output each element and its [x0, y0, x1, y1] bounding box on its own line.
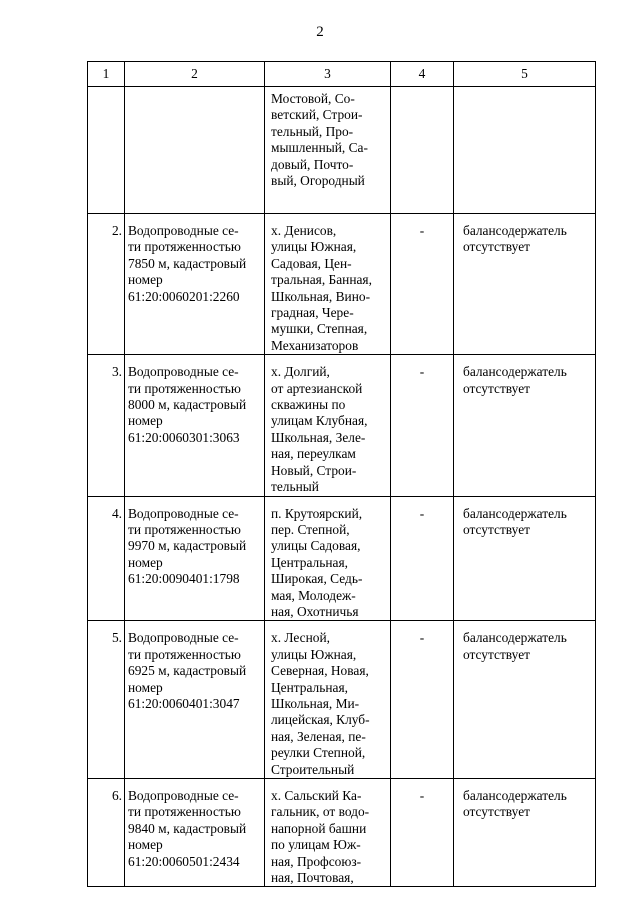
text-line: мая, Молодеж-: [271, 587, 356, 603]
column4-cell: [391, 87, 454, 214]
text-line: улицы Южная,: [271, 239, 357, 255]
text-line: Северная, Новая,: [271, 663, 369, 679]
page-number: 2: [316, 24, 324, 40]
column4-cell: -: [391, 621, 454, 779]
column-number: 1: [88, 62, 125, 87]
text-line: отсутствует: [463, 380, 530, 396]
text-line: ти протяженностью: [128, 521, 241, 537]
text-line: отсутствует: [463, 804, 530, 820]
text-line: тральная, Банная,: [271, 272, 372, 288]
text-line: ная, переулкам: [271, 446, 356, 462]
text-line: мышленный, Са-: [271, 140, 368, 156]
text-line: Центральная,: [271, 679, 348, 695]
text-line: ная, Почтовая,: [271, 870, 354, 886]
balance-holder-cell: [454, 621, 596, 779]
text-line: х. Долгий,: [271, 364, 330, 380]
text-line: х. Сальский Ка-: [271, 788, 362, 803]
text-line: ветский, Строи-: [271, 107, 363, 123]
text-line: Садовая, Цен-: [271, 255, 352, 271]
text-line: ти протяженностью: [128, 804, 241, 820]
balance-holder-cell: [454, 214, 596, 355]
text-line: 6925 м, кадастровый: [128, 663, 247, 679]
location-cell: [265, 355, 391, 496]
text-line: номер: [128, 413, 163, 429]
text-line: номер: [128, 837, 163, 853]
table-row: [88, 355, 596, 496]
text-line: Мостовой, Со-: [271, 91, 355, 106]
column4-cell: -: [391, 214, 454, 355]
continuation-row: [88, 87, 596, 214]
balance-holder-cell: [454, 496, 596, 621]
text-line: улицам Клубная,: [271, 413, 368, 429]
text-line: 7850 м, кадастровый: [128, 255, 247, 271]
row-number-cell: 6.: [88, 779, 125, 887]
text-line: гальник, от водо-: [271, 804, 370, 820]
text-line: п. Крутоярский,: [271, 505, 363, 521]
description-cell: [125, 621, 265, 779]
text-line: х. Денисов,: [271, 223, 337, 238]
text-line: балансодержатель: [463, 223, 567, 238]
registry-table: [87, 61, 596, 887]
text-line: мушки, Степная,: [271, 321, 368, 337]
text-line: отсутствует: [463, 646, 530, 662]
text-line: Строительный: [271, 761, 355, 777]
text-line: 61:20:0060201:2260: [128, 288, 240, 304]
location-cell: [265, 496, 391, 621]
description-cell: [125, 496, 265, 621]
text-line: номер: [128, 272, 163, 288]
text-line: балансодержатель: [463, 630, 567, 646]
text-line: 8000 м, кадастровый: [128, 397, 247, 413]
table-row: [88, 496, 596, 621]
text-line: напорной башни: [271, 820, 367, 836]
text-line: пер. Степной,: [271, 521, 350, 537]
column4-cell: -: [391, 496, 454, 621]
text-line: Школьная, Зеле-: [271, 429, 366, 445]
text-line: улицы Южная,: [271, 646, 357, 662]
text-line: отсутствует: [463, 521, 530, 537]
location-cell: [265, 87, 391, 214]
table-row: [88, 214, 596, 355]
text-line: Водопроводные се-: [128, 223, 239, 238]
column-number: 5: [454, 62, 596, 87]
text-line: балансодержатель: [463, 364, 567, 380]
row-number-cell: [88, 87, 125, 214]
table-row: [88, 779, 596, 887]
text-line: отсутствует: [463, 239, 530, 255]
location-cell: [265, 779, 391, 887]
text-line: градная, Чере-: [271, 305, 354, 321]
text-line: номер: [128, 679, 163, 695]
balance-holder-cell: [454, 779, 596, 887]
text-line: довый, Почто-: [271, 156, 354, 172]
column-number: 2: [125, 62, 265, 87]
text-line: скважины по: [271, 397, 346, 413]
row-number-cell: 2.: [88, 214, 125, 355]
column4-cell: -: [391, 355, 454, 496]
text-line: Водопроводные се-: [128, 364, 239, 380]
description-cell: [125, 779, 265, 887]
text-line: Широкая, Седь-: [271, 571, 363, 587]
balance-holder-cell: [454, 355, 596, 496]
text-line: Водопроводные се-: [128, 630, 239, 646]
column4-cell: -: [391, 779, 454, 887]
text-line: ная, Профсоюз-: [271, 853, 362, 869]
row-number-cell: 3.: [88, 355, 125, 496]
text-line: ная, Охотничья: [271, 603, 359, 619]
text-line: 61:20:0060401:3047: [128, 695, 240, 711]
location-cell: [265, 214, 391, 355]
description-cell: [125, 87, 265, 214]
text-line: лицейская, Клуб-: [271, 712, 370, 728]
text-line: 9970 м, кадастровый: [128, 538, 247, 554]
description-cell: [125, 214, 265, 355]
text-line: 61:20:0090401:1798: [128, 571, 240, 587]
column-number-row: [88, 62, 596, 87]
text-line: ти протяженностью: [128, 380, 241, 396]
text-line: Водопроводные се-: [128, 505, 239, 521]
column-number: 3: [265, 62, 391, 87]
text-line: Центральная,: [271, 554, 348, 570]
text-line: по улицам Юж-: [271, 837, 361, 853]
row-number-cell: 5.: [88, 621, 125, 779]
table-row: [88, 621, 596, 779]
text-line: балансодержатель: [463, 505, 567, 521]
text-line: 61:20:0060501:2434: [128, 853, 240, 869]
row-number-cell: 4.: [88, 496, 125, 621]
text-line: тельный, Про-: [271, 123, 354, 139]
text-line: 9840 м, кадастровый: [128, 820, 247, 836]
text-line: х. Лесной,: [271, 630, 330, 646]
text-line: Школьная, Вино-: [271, 288, 371, 304]
text-line: ти протяженностью: [128, 239, 241, 255]
text-line: ти протяженностью: [128, 646, 241, 662]
balance-holder-cell: [454, 87, 596, 214]
text-line: от артезианской: [271, 380, 363, 396]
text-line: Школьная, Ми-: [271, 695, 360, 711]
column-number: 4: [391, 62, 454, 87]
text-line: реулки Степной,: [271, 745, 366, 761]
text-line: вый, Огородный: [271, 173, 365, 189]
text-line: Водопроводные се-: [128, 788, 239, 803]
description-cell: [125, 355, 265, 496]
text-line: ная, Зеленая, пе-: [271, 728, 366, 744]
text-line: тельный: [271, 479, 319, 495]
text-line: номер: [128, 554, 163, 570]
text-line: балансодержатель: [463, 788, 567, 803]
text-line: Новый, Строи-: [271, 462, 357, 478]
text-line: улицы Садовая,: [271, 538, 361, 554]
text-line: 61:20:0060301:3063: [128, 429, 240, 445]
text-line: Механизаторов: [271, 337, 359, 353]
location-cell: [265, 621, 391, 779]
